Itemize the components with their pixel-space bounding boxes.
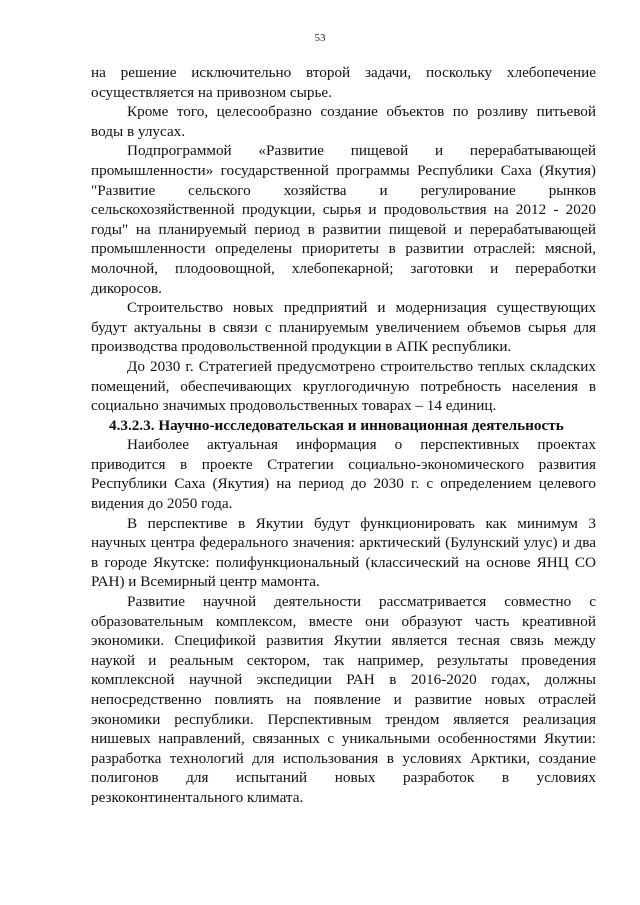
paragraph-subprogram: Подпрограммой «Развитие пищевой и перерабатывающей промышленности» государственной программы Республики Саха (Якутия) "Развитие сельского хозяйства и регулирование рынков сельскохозяйственной продукции, сырья и продовольствия на 2012 - 2020 годы" на планируемый период в развитии пищевой и перерабатывающей промышленности определены приоритеты в развитии отраслей: мясной, молочной, плодоовощной, хлебопекарной; заготовки и переработки дикоросов. [91,142,596,297]
paragraph-science-centers: В перспективе в Якутии будут функционировать как минимум 3 научных центра федерального значения: арктический (Булунский улус) и два в городе Якутске: полифункциональный (классический на основе ЯНЦ СО РАН) и Всемирный центр мамонта. [91,514,596,591]
page-body [91,63,596,808]
paragraph-continuation: на решение исключительно второй задачи, поскольку хлебопечение осуществляется на привозном сырье. [91,64,596,101]
section-heading: 4.3.2.3. Научно-исследовательская и инновационная деятельность [109,416,564,434]
paragraph-science-development: Развитие научной деятельности рассматривается совместно с образовательным комплексом, вместе они образуют часть креативной экономики. Спецификой развития Якутии является тесная связь между наукой и реальным сектором, так например, результаты проведения комплексной научной экспедиции РАН в 2016-2020 годах, должны непосредственно повлиять на появление и развитие новых отраслей экономики республики. Перспективным трендом является реализация нишевых направлений, связанных с уникальными особенностями Якутии: разработка технологий для использования в условиях Арктики, создание полигонов для испытаний новых разработок в условиях резкоконтинентального климата. [91,593,596,806]
paragraph-drinking-water: Кроме того, целесообразно создание объектов по розливу питьевой воды в улусах. [91,103,596,140]
paragraph-warehouses: До 2030 г. Стратегией предусмотрено строительство теплых складских помещений, обеспечивающих круглогодичную потребность населения в социально значимых продовольственных товарах – 14 единиц. [91,357,596,415]
paragraph-strategy-info: Наиболее актуальная информация о перспективных проектах приводится в проекте Стратегии социально-экономического развития Республики Саха (Якутия) на период до 2030 г. с определением целевого видения до 2050 года. [91,436,596,513]
page-number: 53 [314,32,326,44]
paragraph-construction: Строительство новых предприятий и модернизация существующих будут актуальны в связи с планируемым увеличением объемов сырья для производства продовольственной продукции в АПК республики. [91,299,596,356]
